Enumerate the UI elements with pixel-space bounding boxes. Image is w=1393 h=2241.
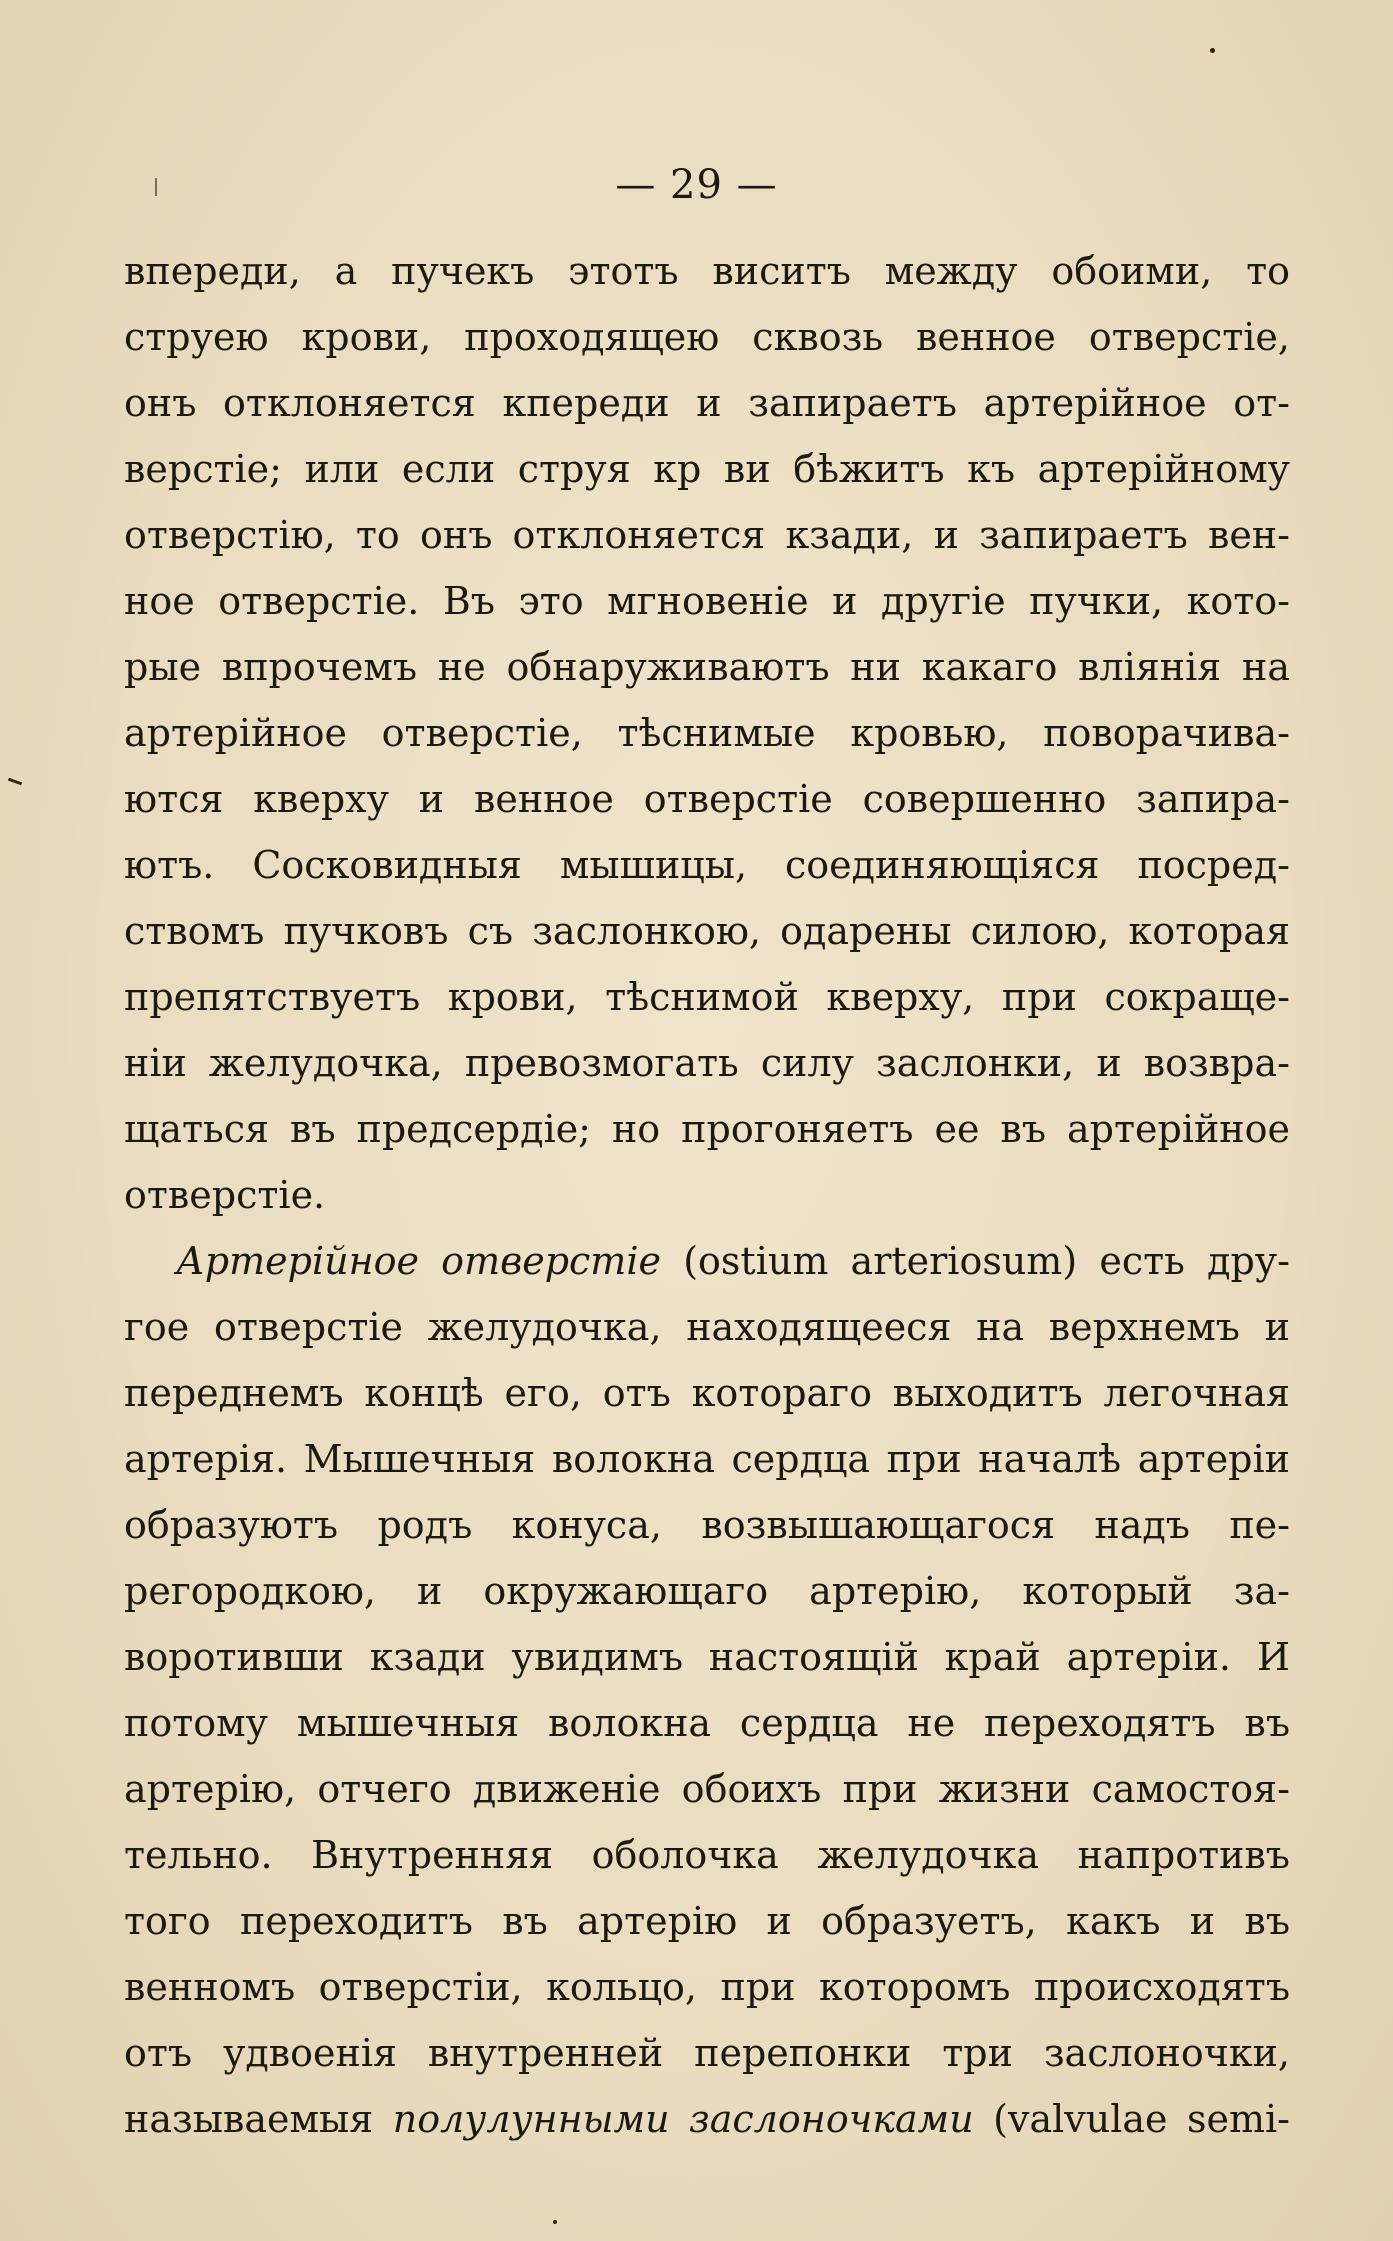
term-italic: полулунными заслоночками <box>392 2097 974 2141</box>
text-line: гое отверстіе желудочка, находящееся на верхнемъ и <box>124 1305 1290 1349</box>
text-line: переднемъ концѣ его, отъ котораго выходитъ легочная <box>124 1371 1290 1415</box>
text-line: тельно. Внутренняя оболочка желудочка напротивъ <box>124 1833 1290 1877</box>
text-line: рые впрочемъ не обнаруживаютъ ни какаго вліянія на <box>124 645 1290 689</box>
text-line: отъ удвоенія внутренней перепонки три заслоночки, <box>124 2031 1290 2075</box>
text-line: регородкою, и окружающаго артерію, который за- <box>124 1569 1290 1613</box>
text-line: отверстію, то онъ отклоняется кзади, и запираетъ вен- <box>124 513 1290 557</box>
text-line: щаться въ предсердіе; но прогоняетъ ее въ артерійное <box>124 1107 1290 1151</box>
body-text <box>124 238 1290 2152</box>
text-line: препятствуетъ крови, тѣснимой кверху, при сокраще- <box>124 975 1290 1019</box>
text-line: ствомъ пучковъ съ заслонкою, одарены силою, которая <box>124 909 1290 953</box>
term-italic: Артерійное отверстіе <box>176 1239 661 1283</box>
text-line: артерійное отверстіе, тѣснимые кровью, поворачива- <box>124 711 1290 755</box>
text-line: струею крови, проходящею сквозь венное отверстіе, <box>124 315 1290 359</box>
text-line: верстіе; или если струя кр ви бѣжитъ къ артерійному <box>124 447 1290 491</box>
text-line: потому мышечныя волокна сердца не переходятъ въ <box>124 1701 1290 1745</box>
ink-speck <box>8 778 22 786</box>
page-number: — 29 — <box>615 162 778 208</box>
text-line: ются кверху и венное отверстіе совершенно запира- <box>124 777 1290 821</box>
text-line: венномъ отверстіи, кольцо, при которомъ происходятъ <box>124 1965 1290 2009</box>
text-line: воротивши кзади увидимъ настоящій край артеріи. И <box>124 1635 1290 1679</box>
paragraph-end-line: отверстіе. <box>124 1173 326 1217</box>
text-line: ніи желудочка, превозмогать силу заслонки, и возвра- <box>124 1041 1290 1085</box>
text-line: того переходитъ въ артерію и образуетъ, какъ и въ <box>124 1899 1290 1943</box>
text-line: онъ отклоняется кпереди и запираетъ артерійное от- <box>124 381 1290 425</box>
paragraph-start-line: Артерійное отверстіе (ostium arteriosum) есть дру- <box>176 1239 1290 1283</box>
text-line: впереди, а пучекъ этотъ виситъ между обоими, то <box>124 249 1290 293</box>
text-line: артерія. Мышечныя волокна сердца при началѣ артеріи <box>124 1437 1290 1481</box>
text-line: образуютъ родъ конуса, возвышающагося надъ пе- <box>124 1503 1290 1547</box>
text-line: артерію, отчего движеніе обоихъ при жизни самостоя- <box>124 1767 1290 1811</box>
text-line: ное отверстіе. Въ это мгновеніе и другіе пучки, кото- <box>124 579 1290 623</box>
text-line: ютъ. Сосковидныя мышицы, соединяющіяся посред- <box>124 843 1290 887</box>
ink-speck <box>1210 48 1215 53</box>
text-line: называемыя полулунными заслоночками (valvulae semi- <box>124 2097 1290 2141</box>
ink-speck <box>553 2220 557 2224</box>
